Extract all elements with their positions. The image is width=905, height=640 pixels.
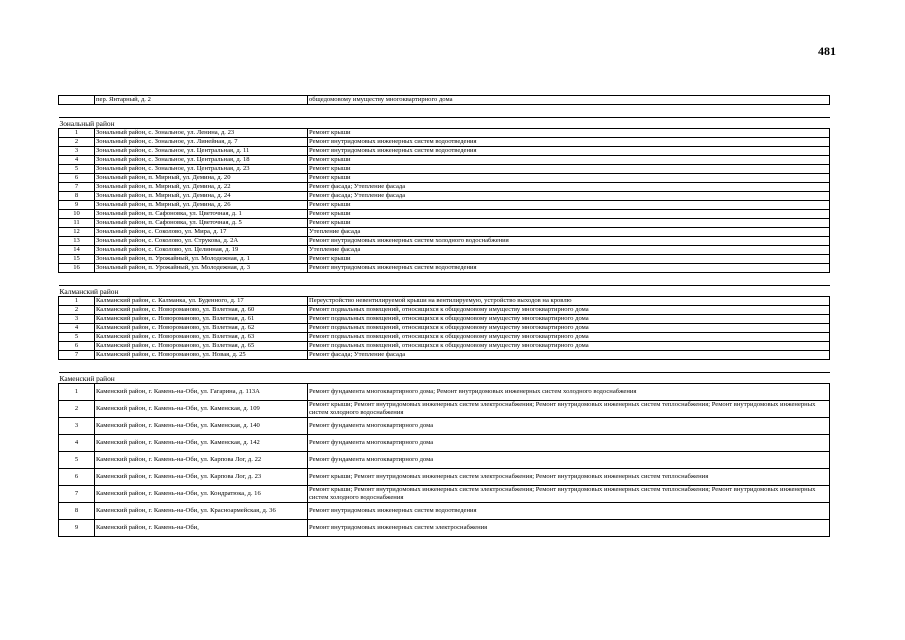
district-header-row: [59, 118, 830, 129]
row-address: Зональный район, с. Соколово, ул. Струкова, д. 2А: [95, 237, 308, 246]
row-work-type: Ремонт крыши: [308, 129, 830, 138]
row-address: Каменский район, г. Камень-на-Оби, ул. Карпова Лог, д. 23: [95, 469, 308, 486]
row-address: Зональный район, с. Зональное, ул. Ленина, д. 23: [95, 129, 308, 138]
row-address: Зональный район, с. Зональное, ул. Центральная, д. 18: [95, 156, 308, 165]
repair-program-table: [58, 95, 830, 537]
table-row: [59, 147, 830, 156]
row-address: Каменский район, г. Камень-на-Оби,: [95, 520, 308, 537]
table-row: [59, 333, 830, 342]
row-address: Каменский район, г. Камень-на-Оби, ул. Каменская, д. 109: [95, 401, 308, 418]
row-work-type: Ремонт крыши: [308, 255, 830, 264]
row-work-type: Ремонт внутридомовых инженерных систем водоотведения: [308, 147, 830, 156]
row-work-type: Ремонт внутридомовых инженерных систем электроснабжения: [308, 520, 830, 537]
row-number: 2: [59, 306, 95, 315]
row-number: 12: [59, 228, 95, 237]
row-number: 2: [59, 138, 95, 147]
row-work-type: Ремонт крыши; Ремонт внутридомовых инженерных систем электроснабжения; Ремонт внутридомовых инженерных систем теплоснабжения; Ремонт внутридомовых инженерных систем холодного водоснабжения: [308, 486, 830, 503]
table-row: [59, 228, 830, 237]
table-row: [59, 138, 830, 147]
spacer-row: [59, 273, 830, 286]
row-number: 6: [59, 342, 95, 351]
table-row: [59, 469, 830, 486]
table-row: [59, 435, 830, 452]
row-work-type: Ремонт крыши: [308, 219, 830, 228]
row-address: Каменский район, г. Камень-на-Оби, ул. Карпова Лог, д. 22: [95, 452, 308, 469]
row-number: 3: [59, 418, 95, 435]
row-work-type: Переустройство невентилируемой крыши на вентилируемую, устройство выходов на кровлю: [308, 297, 830, 306]
row-work-type: Ремонт подвальных помещений, относящихся к общедомовому имуществу многоквартирного дома: [308, 342, 830, 351]
table-row: [59, 324, 830, 333]
row-work-type: Ремонт крыши: [308, 165, 830, 174]
table-row: [59, 297, 830, 306]
table-row: [59, 486, 830, 503]
row-address: Зональный район, п. Мирный, ул. Демина, д. 22: [95, 183, 308, 192]
row-address: Калманский район, с. Новороманово, ул. Взлетная, д. 62: [95, 324, 308, 333]
table-row: [59, 315, 830, 324]
table-row: [59, 306, 830, 315]
table-row: [59, 183, 830, 192]
row-number: 8: [59, 503, 95, 520]
row-address: Калманский район, с. Новороманово, ул. Взлетная, д. 61: [95, 315, 308, 324]
row-address: Каменский район, г. Камень-на-Оби, ул. Гагарина, д. 113А: [95, 384, 308, 401]
row-address: Калманский район, с. Новороманово, ул. Взлетная, д. 60: [95, 306, 308, 315]
row-address: Зональный район, с. Соколово, ул. Целинная, д. 19: [95, 246, 308, 255]
row-work-type: Ремонт крыши; Ремонт внутридомовых инженерных систем электроснабжения; Ремонт внутридомовых инженерных систем теплоснабжения: [308, 469, 830, 486]
spacer-row: [59, 360, 830, 373]
table-row: [59, 418, 830, 435]
table-row: [59, 351, 830, 360]
row-work-type: Ремонт крыши: [308, 201, 830, 210]
table-row: [59, 520, 830, 537]
row-work-type: Ремонт фундамента многоквартирного дома: [308, 418, 830, 435]
row-number: 11: [59, 219, 95, 228]
row-number: 16: [59, 264, 95, 273]
row-number: 5: [59, 452, 95, 469]
row-number: 8: [59, 192, 95, 201]
row-number: 10: [59, 210, 95, 219]
table-row: [59, 503, 830, 520]
row-work-type: Утепление фасада: [308, 246, 830, 255]
row-number: 6: [59, 174, 95, 183]
row-number: 15: [59, 255, 95, 264]
row-number: 2: [59, 401, 95, 418]
page-number: 481: [818, 44, 836, 58]
row-work-type: Ремонт крыши: [308, 156, 830, 165]
row-number: 1: [59, 129, 95, 138]
table-row: [59, 192, 830, 201]
row-work-type: Ремонт внутридомовых инженерных систем водоотведения: [308, 264, 830, 273]
row-address: Калманский район, с. Калманка, ул. Буденного, д. 17: [95, 297, 308, 306]
district-header-row: [59, 373, 830, 384]
table-body: [59, 96, 830, 537]
row-work-type: Утепление фасада: [308, 228, 830, 237]
row-work-type: Ремонт фундамента многоквартирного дома: [308, 452, 830, 469]
row-address: Зональный район, п. Урожайный, ул. Молодежная, д. 1: [95, 255, 308, 264]
row-address: Каменский район, г. Камень-на-Оби, ул. Каменская, д. 140: [95, 418, 308, 435]
row-number: 4: [59, 435, 95, 452]
row-number: 1: [59, 297, 95, 306]
table-row: [59, 210, 830, 219]
row-work-type: Ремонт подвальных помещений, относящихся к общедомовому имуществу многоквартирного дома: [308, 333, 830, 342]
row-work-type: Ремонт подвальных помещений, относящихся к общедомовому имуществу многоквартирного дома: [308, 324, 830, 333]
row-address: Калманский район, с. Новороманово, ул. Новая, д. 25: [95, 351, 308, 360]
table-row: [59, 165, 830, 174]
row-number: 13: [59, 237, 95, 246]
district-header-row: [59, 286, 830, 297]
row-number: 7: [59, 351, 95, 360]
table-row: [59, 219, 830, 228]
row-work-type: общедомовому имуществу многоквартирного дома: [308, 96, 830, 105]
row-address: Зональный район, п. Сафоновка, ул. Цветочная, д. 5: [95, 219, 308, 228]
row-work-type: Ремонт внутридомовых инженерных систем водоотведения: [308, 503, 830, 520]
row-address: Каменский район, г. Камень-на-Оби, ул. Кондратюка, д. 16: [95, 486, 308, 503]
row-number: 1: [59, 384, 95, 401]
row-work-type: Ремонт подвальных помещений, относящихся к общедомовому имуществу многоквартирного дома: [308, 315, 830, 324]
table-row: [59, 255, 830, 264]
row-number: 7: [59, 183, 95, 192]
row-address: Зональный район, п. Мирный, ул. Демина, д. 20: [95, 174, 308, 183]
spacer-cell: [59, 360, 830, 373]
row-number: 5: [59, 165, 95, 174]
row-address: Зональный район, п. Мирный, ул. Демина, д. 24: [95, 192, 308, 201]
row-number: 9: [59, 520, 95, 537]
row-work-type: Ремонт крыши; Ремонт внутридомовых инженерных систем электроснабжения; Ремонт внутридомовых инженерных систем теплоснабжения; Ремонт внутридомовых инженерных систем холодного водоснабжения: [308, 401, 830, 418]
row-work-type: Ремонт фундамента многоквартирного дома; Ремонт внутридомовых инженерных систем холодного водоснабжения: [308, 384, 830, 401]
row-work-type: Ремонт внутридомовых инженерных систем водоотведения: [308, 138, 830, 147]
row-address: Зональный район, п. Урожайный, ул. Молодежная, д. 3: [95, 264, 308, 273]
row-work-type: Ремонт подвальных помещений, относящихся к общедомовому имуществу многоквартирного дома: [308, 306, 830, 315]
row-address: Калманский район, с. Новороманово, ул. Взлетная, д. 65: [95, 342, 308, 351]
table-row: [59, 174, 830, 183]
row-number: 4: [59, 156, 95, 165]
row-address: Зональный район, п. Сафоновка, ул. Цветочная, д. 1: [95, 210, 308, 219]
district-title: Каменский район: [59, 373, 830, 384]
row-number: 14: [59, 246, 95, 255]
table-row: [59, 246, 830, 255]
row-address: Зональный район, п. Мирный, ул. Демина, д. 26: [95, 201, 308, 210]
table-row: [59, 401, 830, 418]
table-row: [59, 201, 830, 210]
spacer-cell: [59, 273, 830, 286]
spacer-row: [59, 105, 830, 118]
row-work-type: Ремонт фасада; Утепление фасада: [308, 183, 830, 192]
row-number: 5: [59, 333, 95, 342]
table-row: [59, 237, 830, 246]
row-address: Зональный район, с. Зональное, ул. Центральная, д. 23: [95, 165, 308, 174]
row-address: Калманский район, с. Новороманово, ул. Взлетная, д. 63: [95, 333, 308, 342]
row-work-type: Ремонт крыши: [308, 174, 830, 183]
row-work-type: Ремонт фасада; Утепление фасада: [308, 192, 830, 201]
row-address: пер. Янтарный, д. 2: [95, 96, 308, 105]
row-work-type: Ремонт крыши: [308, 210, 830, 219]
row-work-type: Ремонт фасада; Утепление фасада: [308, 351, 830, 360]
row-address: Зональный район, с. Зональное, ул. Линейная, д. 7: [95, 138, 308, 147]
table-row: [59, 342, 830, 351]
table-row: [59, 264, 830, 273]
row-number: 4: [59, 324, 95, 333]
row-number: 7: [59, 486, 95, 503]
row-number: 9: [59, 201, 95, 210]
table-row: [59, 156, 830, 165]
table-row: [59, 96, 830, 105]
district-title: Зональный район: [59, 118, 830, 129]
row-address: Каменский район, г. Камень-на-Оби, ул. Каменская, д. 142: [95, 435, 308, 452]
spacer-cell: [59, 105, 830, 118]
row-address: Зональный район, с. Соколово, ул. Мира, д. 17: [95, 228, 308, 237]
row-number: 3: [59, 315, 95, 324]
row-work-type: Ремонт фундамента многоквартирного дома: [308, 435, 830, 452]
row-number: 3: [59, 147, 95, 156]
table-row: [59, 129, 830, 138]
district-title: Калманский район: [59, 286, 830, 297]
table-row: [59, 452, 830, 469]
row-number: [59, 96, 95, 105]
row-address: Зональный район, с. Зональное, ул. Центральная, д. 11: [95, 147, 308, 156]
row-number: 6: [59, 469, 95, 486]
row-work-type: Ремонт внутридомовых инженерных систем холодного водоснабжения: [308, 237, 830, 246]
row-address: Каменский район, г. Камень-на-Оби, ул. Красноармейская, д. 36: [95, 503, 308, 520]
table-row: [59, 384, 830, 401]
